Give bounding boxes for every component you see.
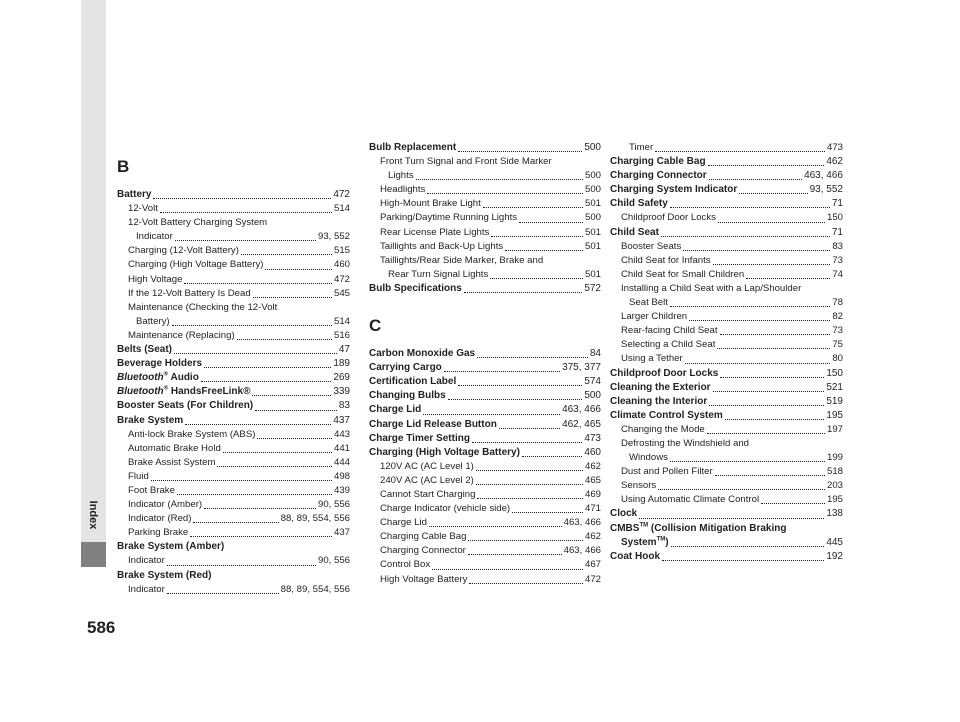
index-subentry: Rear-facing Child Seat 73	[621, 325, 843, 337]
index-subentry: Charging (High Voltage Battery) 460	[128, 259, 350, 271]
index-subentry-continued: Seat Belt 78	[629, 297, 843, 309]
index-entry: Child Seat 71	[610, 226, 843, 238]
index-entry: Bulb Replacement 500	[369, 142, 601, 153]
index-subentry: Automatic Brake Hold 441	[128, 442, 350, 454]
index-entry: Charge Lid Release Button 462, 465	[369, 418, 601, 430]
index-subentry: Larger Children 82	[621, 311, 843, 323]
index-entry: Coat Hook 192	[610, 550, 843, 562]
index-subentry: Parking/Daytime Running Lights 500	[380, 212, 601, 224]
index-subentry: Maintenance (Replacing) 516	[128, 329, 350, 341]
index-entry: Belts (Seat) 47	[117, 344, 350, 356]
index-subentry: Using a Tether 80	[621, 353, 843, 365]
index-subentry: Dust and Pollen Filter 518	[621, 466, 843, 478]
index-entry: Bluetooth® HandsFreeLink® 339	[117, 385, 350, 398]
index-subentry: Rear License Plate Lights 501	[380, 226, 601, 238]
index-subentry: 240V AC (AC Level 2) 465	[380, 474, 601, 486]
index-entry: Bluetooth® Audio 269	[117, 371, 350, 384]
index-subentry: 120V AC (AC Level 1) 462	[380, 460, 601, 472]
page-number: 586	[87, 618, 116, 637]
index-entry: Charging Connector 463, 466	[610, 170, 843, 182]
index-entry: Battery 472	[117, 189, 350, 200]
index-subentry: Child Seat for Small Children 74	[621, 268, 843, 280]
index-entry-continued: System™) 445	[621, 536, 843, 548]
index-entry: CMBS™ (Collision Mitigation Braking	[610, 522, 787, 534]
index-entry: Clock 138	[610, 508, 843, 520]
index-entry: Charging System Indicator 93, 552	[610, 184, 843, 196]
index-subentry: Parking Brake 437	[128, 527, 350, 539]
index-entry: Bulb Specifications 572	[369, 282, 601, 294]
section-letter-b: B	[117, 157, 130, 176]
index-subentry: Selecting a Child Seat 75	[621, 339, 843, 351]
index-subentry: Charging Cable Bag 462	[380, 531, 601, 543]
index-column-2	[369, 141, 601, 587]
index-entry: Cleaning the Exterior 521	[610, 381, 843, 393]
index-subentry: Indicator (Red) 88, 89, 554, 556	[128, 513, 350, 525]
section-letter-c: C	[369, 316, 382, 336]
index-entry: Childproof Door Locks 150	[610, 367, 843, 379]
side-tab-label: Index	[87, 500, 99, 530]
index-subentry: Control Box 467	[380, 559, 601, 571]
index-entry: Booster Seats (For Children) 83	[117, 400, 350, 412]
index-subentry: Front Turn Signal and Front Side Marker	[380, 156, 552, 168]
index-subentry: Charging (12-Volt Battery) 515	[128, 245, 350, 257]
index-subentry: Indicator 90, 556	[128, 555, 350, 567]
index-subentry: Sensors 203	[621, 480, 843, 492]
index-subentry: Charging Connector 463, 466	[380, 545, 601, 557]
index-subentry: Charge Lid 463, 466	[380, 517, 601, 529]
index-entry: Child Safety 71	[610, 198, 843, 210]
index-subentry: Fluid 498	[128, 470, 350, 482]
index-subentry: Installing a Child Seat with a Lap/Shoulder	[621, 282, 802, 294]
index-subentry: Using Automatic Climate Control 195	[621, 494, 843, 506]
index-subentry-continued: Indicator 93, 552	[136, 231, 350, 243]
index-subentry: 12-Volt 514	[128, 203, 350, 215]
index-subentry: Defrosting the Windshield and	[621, 437, 749, 449]
index-side-tab	[81, 0, 106, 722]
index-entry: Charge Lid 463, 466	[369, 404, 601, 416]
index-subentry: 12-Volt Battery Charging System	[128, 217, 268, 229]
index-entry: Brake System (Amber)	[117, 541, 225, 553]
index-entry: Carrying Cargo 375, 377	[369, 362, 601, 374]
index-subentry: Indicator 88, 89, 554, 556	[128, 583, 350, 595]
index-subentry: Foot Brake 439	[128, 484, 350, 496]
index-subentry: Taillights/Rear Side Marker, Brake and	[380, 254, 544, 266]
index-entry: Carbon Monoxide Gas 84	[369, 348, 601, 360]
index-subentry: Brake Assist System 444	[128, 456, 350, 468]
index-entry: Changing Bulbs 500	[369, 390, 601, 402]
index-subentry: High Voltage Battery 472	[380, 573, 601, 585]
index-column-1	[117, 155, 350, 597]
index-subentry-continued: Rear Turn Signal Lights 501	[388, 268, 601, 280]
index-subentry: Taillights and Back-Up Lights 501	[380, 240, 601, 252]
index-subentry: Booster Seats 83	[621, 240, 843, 252]
index-subentry: Headlights 500	[380, 184, 601, 196]
index-subentry: Maintenance (Checking the 12-Volt	[128, 301, 278, 313]
index-entry: Cleaning the Interior 519	[610, 395, 843, 407]
index-entry: Charging Cable Bag 462	[610, 156, 843, 168]
index-entry: Certification Label 574	[369, 376, 601, 388]
index-subentry-continued: Lights 500	[388, 170, 601, 182]
side-tab-marker	[81, 542, 106, 567]
index-entry: Brake System 437	[117, 414, 350, 426]
index-subentry-continued: Battery) 514	[136, 315, 350, 327]
index-subentry: Indicator (Amber) 90, 556	[128, 499, 350, 511]
index-subentry: Charge Indicator (vehicle side) 471	[380, 503, 601, 515]
index-subentry: High-Mount Brake Light 501	[380, 198, 601, 210]
index-column-3	[610, 141, 843, 564]
index-entry: Climate Control System 195	[610, 409, 843, 421]
index-subentry: Changing the Mode 197	[621, 423, 843, 435]
index-subentry: Cannot Start Charging 469	[380, 488, 601, 500]
side-tab-stripe	[81, 0, 106, 542]
index-entry: Charge Timer Setting 473	[369, 432, 601, 444]
index-entry: Beverage Holders 189	[117, 358, 350, 370]
index-subentry: High Voltage 472	[128, 273, 350, 285]
index-entry: Charging (High Voltage Battery) 460	[369, 446, 601, 458]
index-subentry: Anti-lock Brake System (ABS) 443	[128, 428, 350, 440]
index-subentry: Childproof Door Locks 150	[621, 212, 843, 224]
index-entry: Brake System (Red)	[117, 569, 212, 581]
index-subentry: Child Seat for Infants 73	[621, 254, 843, 266]
index-subentry: If the 12-Volt Battery Is Dead 545	[128, 287, 350, 299]
index-subentry-continued: Windows 199	[629, 452, 843, 464]
index-subentry-continued: Timer 473	[629, 142, 843, 153]
